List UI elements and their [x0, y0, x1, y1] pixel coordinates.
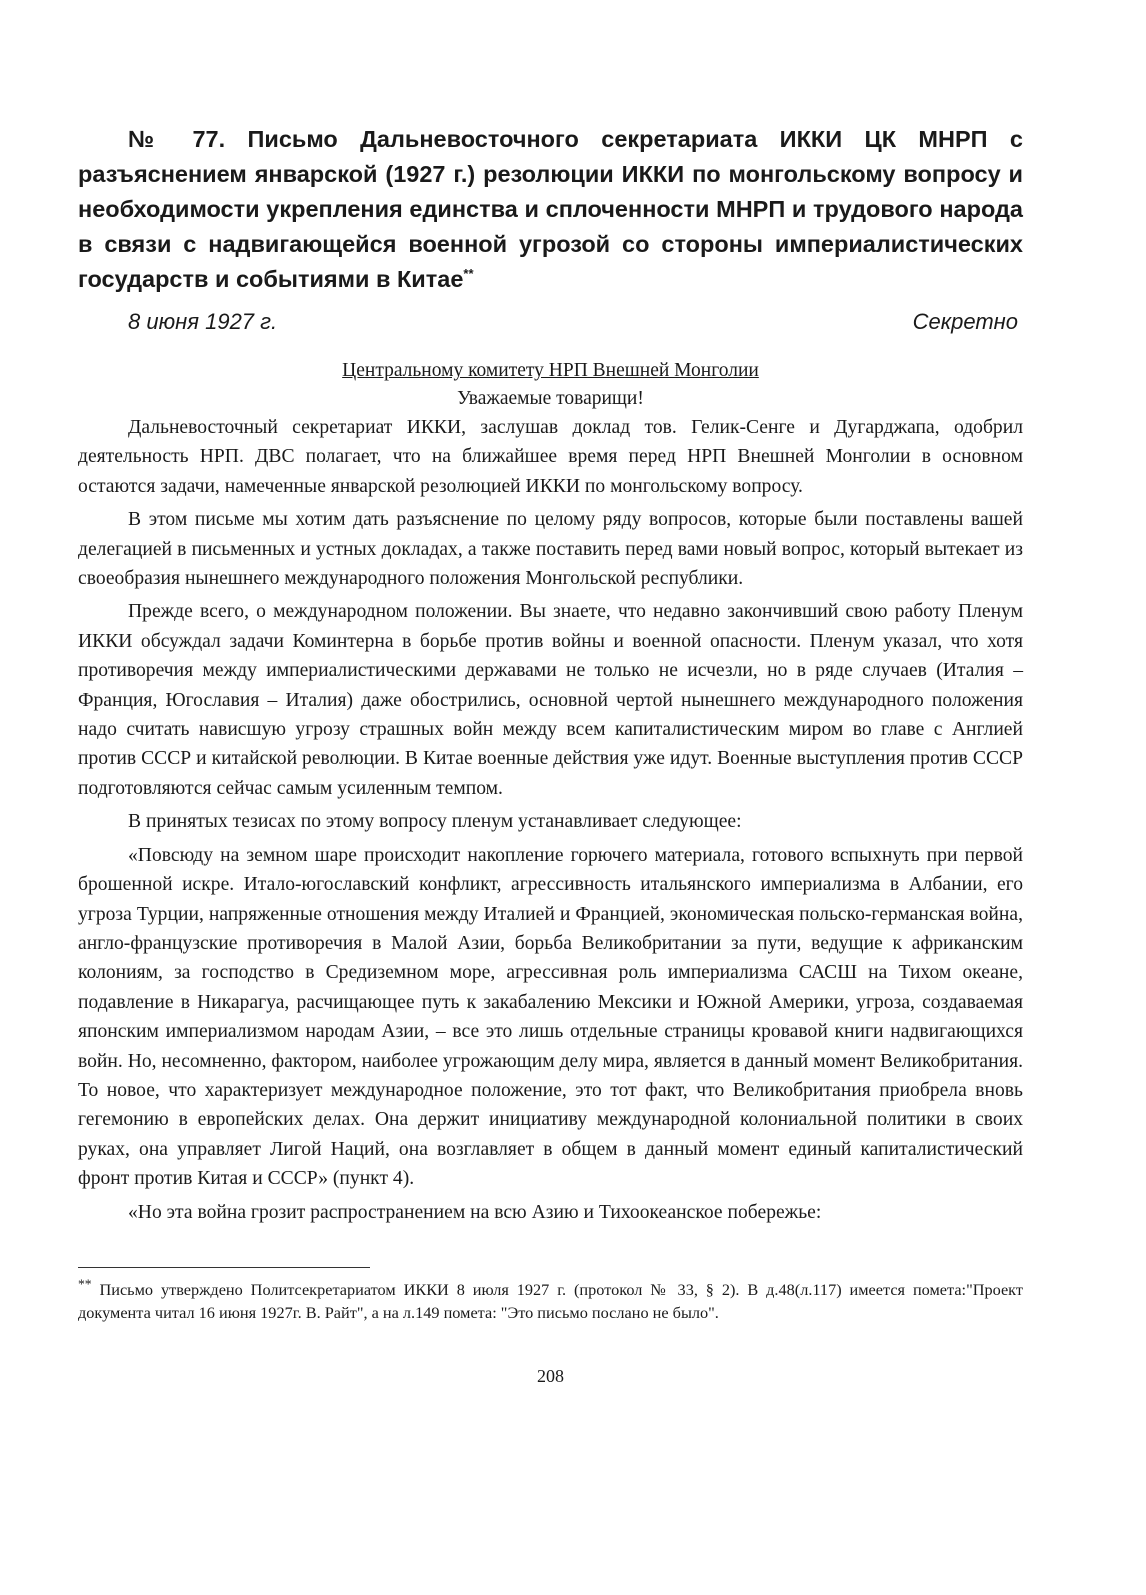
footnote-mark: **: [78, 1276, 92, 1292]
classification-label: Секретно: [912, 309, 1018, 334]
paragraph: «Повсюду на земном шаре происходит накопление горючего материала, готового вспыхнуть при первой брошенной искре. Итало-югославский конфликт, агрессивность итальянского империализма в Албании, его угроза Турции, напряженные отношения между Италией и Францией, экономическая польско-германская война, англо-французские противоречия в Малой Азии, борьба Великобритании за пути, ведущие к африканским колониям, за господство в Средиземном море, агрессивная роль империализма САСШ на Тихом океане, подавление в Никарагуа, расчищающее путь к закабалению Мексики и Южной Америки, угроза, создаваемая японским империализмом народам Азии, – все это лишь отдельные страницы кровавой книги надвигающихся войн. Но, несомненно, фактором, наиболее угрожающим делу мира, является в данный момент Великобритания. То новое, что характеризует международное положение, это тот факт, что Великобритания приобрела вновь гегемонию в европейских делах. Она держит инициативу международной колониальной политики в своих руках, она управляет Лигой Наций, она возглавляет в общем в данный момент единый капиталистический фронт против Китая и СССР» (пункт 4).: [78, 844, 1023, 1190]
paragraph: «Но эта война грозит распространением на всю Азию и Тихоокеанское побережье:: [128, 1201, 822, 1223]
document-title: [78, 122, 1023, 297]
paragraph: Дальневосточный секретариат ИККИ, заслушав доклад тов. Гелик-Сенге и Дугарджапа, одобрил деятельность НРП. ДВС полагает, что на ближайшее время перед НРП Внешней Монголии в основном остаются задачи, намеченные январской резолюцией ИККИ по монгольскому вопросу.: [78, 417, 1023, 497]
document-date: 8 июня 1927 г.: [128, 309, 278, 334]
greeting: Уважаемые товарищи!: [457, 388, 644, 409]
footnote-marker: **: [463, 266, 474, 282]
footnote: [78, 1278, 1023, 1324]
footnote-divider: [78, 1267, 370, 1268]
title-text: № 77. Письмо Дальневосточного секретариата ИККИ ЦК МНРП с разъяснением январской (1927 г.) резолюции ИККИ по монгольскому вопросу и необходимости укрепления единства и сплоченности МНРП и трудового народа в связи с надвигающейся военной угрозой со стороны империалистических государств и событиями в Китае: [78, 126, 1023, 292]
paragraph: В принятых тезисах по этому вопросу пленум устанавливает следующее:: [128, 811, 742, 833]
addressee: Центральному комитету НРП Внешней Монголии: [342, 360, 759, 381]
page-number: 208: [537, 1365, 564, 1386]
letter-body: [78, 413, 1023, 1227]
footnote-text: Письмо утверждено Политсекретариатом ИККИ 8 июля 1927 г. (протокол № 33, § 2). В д.48(л.117) имеется помета:"Проект документа читал 16 июня 1927г. В. Райт", а на л.149 помета: "Это письмо послано не было".: [78, 1279, 1023, 1322]
paragraph: Прежде всего, о международном положении. Вы знаете, что недавно закончивший свою работу Пленум ИККИ обсуждал задачи Коминтерна в борьбе против войны и военной опасности. Пленум указал, что хотя противоречия между империалистическими державами не только не исчезли, но в ряде случаев (Италия – Франция, Югославия – Италия) даже обострились, основной чертой нынешнего международного положения надо считать нависшую угрозу страшных войн между всем капиталистическим миром во главе с Англией против СССР и китайской революции. В Китае военные действия уже идут. Военные выступления против СССР подготовляются сейчас самым усиленным темпом.: [78, 601, 1023, 799]
date-line: [128, 307, 1018, 337]
paragraph: В этом письме мы хотим дать разъяснение по целому ряду вопросов, которые были поставлены вашей делегацией в письменных и устных докладах, а также поставить перед вами новый вопрос, который вытекает из своеобразия нынешнего международного положения Монгольской республики.: [78, 509, 1023, 590]
